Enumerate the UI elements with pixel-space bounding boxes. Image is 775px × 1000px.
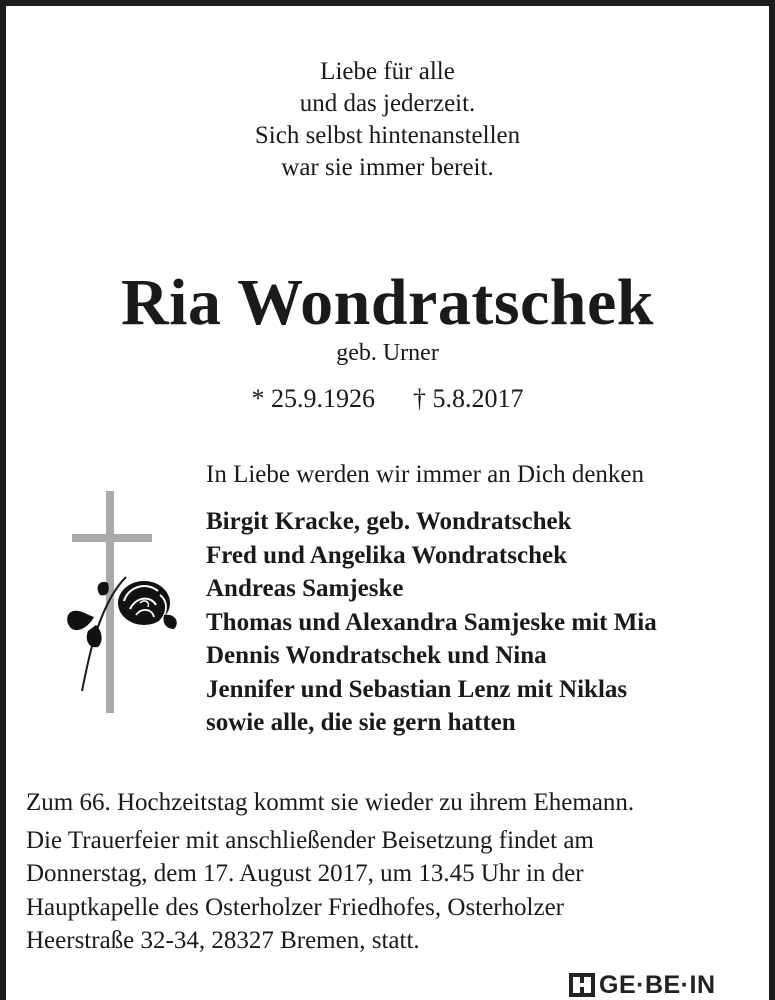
anniversary-line: Zum 66. Hochzeitstag kommt sie wieder zu ihrem Ehemann.: [26, 789, 635, 816]
ceremony-notice: [26, 786, 634, 958]
cross-horizontal-beam: [72, 534, 152, 542]
rose-bloom: [118, 581, 170, 625]
cross-vertical-beam: [106, 491, 114, 713]
birth-date: * 25.9.1926: [251, 384, 375, 413]
list-item: sowie alle, die sie gern hatten: [206, 709, 516, 736]
gebein-logo: [569, 970, 765, 1000]
rose-leaf: [98, 582, 109, 595]
list-item: Dennis Wondratschek und Nina: [206, 642, 547, 669]
cross-with-rose-icon: [64, 491, 184, 716]
death-date: † 5.8.2017: [413, 384, 524, 413]
rose-leaf: [87, 625, 102, 647]
life-dates: [6, 384, 769, 414]
poem-line: Sich selbst hintenanstellen: [254, 122, 521, 149]
maiden-name: geb. Urner: [336, 340, 439, 366]
ceremony-line: Die Trauerfeier mit anschließender Beisetzung findet am: [26, 826, 594, 854]
poem-line: war sie immer bereit.: [281, 154, 494, 181]
ceremony-line: Heerstraße 32-34, 28327 Bremen, statt.: [26, 927, 420, 954]
memorial-poem: [6, 56, 769, 184]
list-item: Jennifer und Sebastian Lenz mit Niklas: [206, 675, 628, 703]
deceased-name: Ria Wondratschek: [120, 266, 655, 339]
ceremony-line: Hauptkapelle des Osterholzer Friedhofes, Osterholzer: [26, 893, 565, 921]
rose-leaf: [67, 611, 94, 630]
poem-line: Liebe für alle: [320, 58, 455, 85]
list-item: Fred und Angelika Wondratschek: [206, 541, 567, 569]
ceremony-line: Donnerstag, dem 17. August 2017, um 13.45 Uhr in der: [26, 860, 584, 887]
list-item: Andreas Samjeske: [206, 575, 404, 602]
list-item: Birgit Kracke, geb. Wondratschek: [206, 508, 572, 535]
list-item: Thomas und Alexandra Samjeske mit Mia: [206, 608, 657, 636]
mourners-list: [206, 505, 657, 740]
logo-text: GE·BE·IN: [599, 970, 716, 999]
poem-line: und das jederzeit.: [299, 90, 476, 117]
gebein-logo-icon: [569, 971, 595, 999]
mourners-intro: In Liebe werden wir immer an Dich denken: [206, 461, 645, 488]
rose-leaf: [163, 615, 176, 629]
